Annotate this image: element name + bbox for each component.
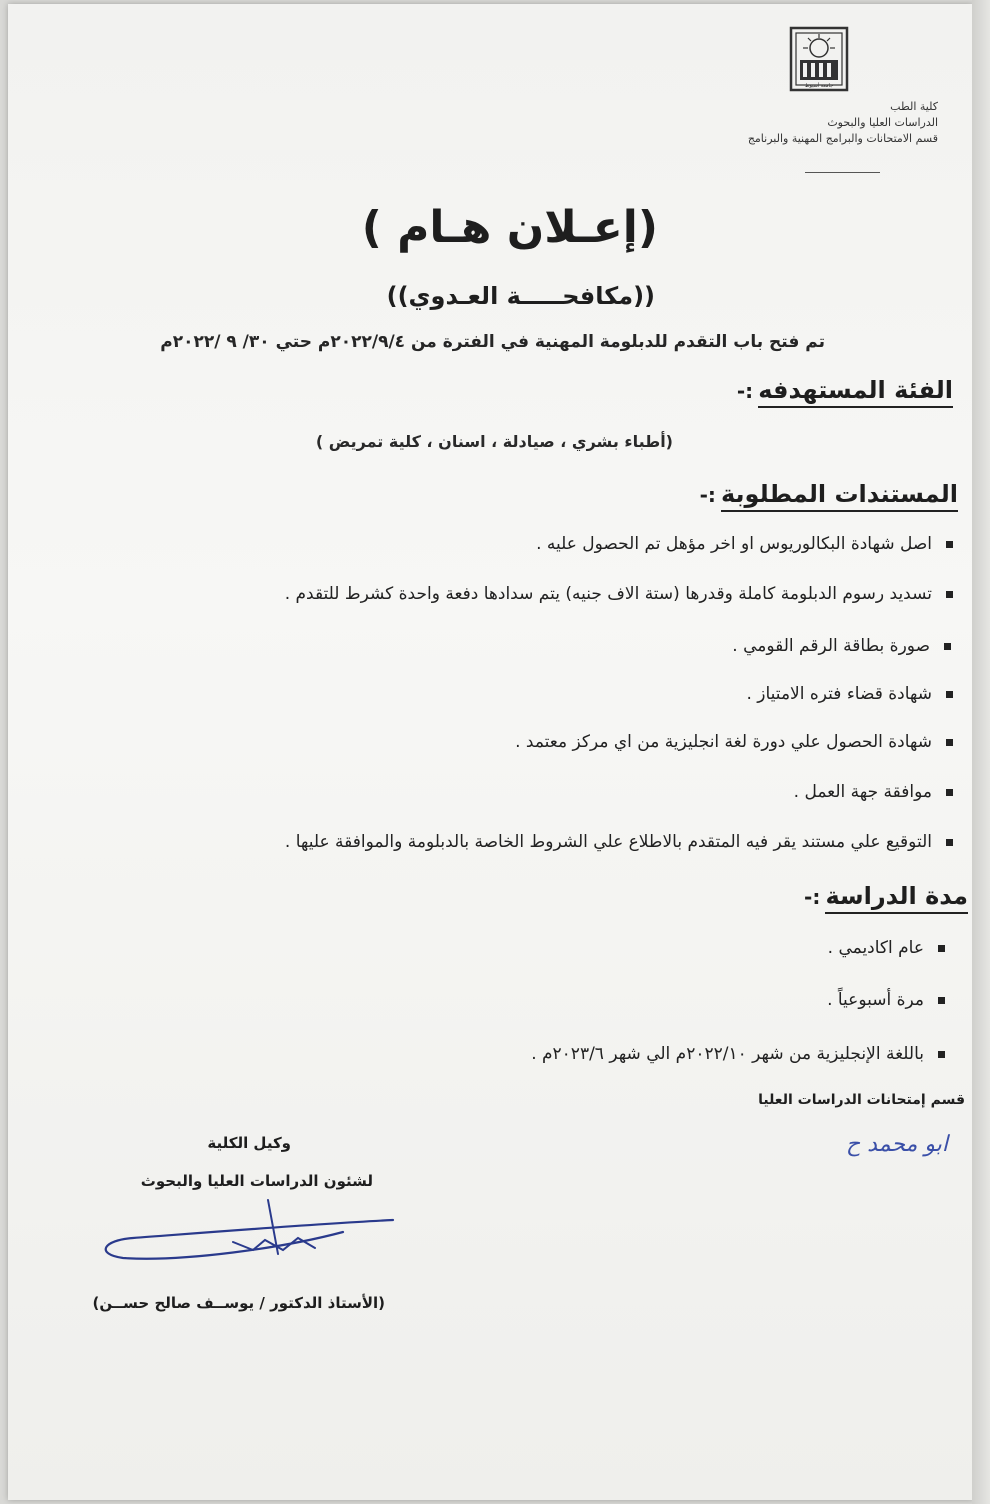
intro-text: تم فتح باب التقدم للدبلومة المهنية في الفترة من ٢٠٢٢/٩/٤م حتي ٣٠/ ٩ /٢٠٢٢م bbox=[160, 332, 825, 352]
department-label: قسم إمتحانات الدراسات العليا bbox=[758, 1092, 965, 1108]
list-item: تسديد رسوم الدبلومة كاملة وقدرها (ستة الاف جنيه) يتم سدادها دفعة واحدة كشرط للتقدم . bbox=[285, 584, 953, 604]
signatory-title: وكيل الكلية bbox=[207, 1134, 291, 1152]
document-page bbox=[8, 4, 973, 1500]
section-heading: الفئة المستهدفه bbox=[758, 376, 953, 408]
section-heading: مدة الدراسة bbox=[825, 882, 968, 914]
bullet-icon bbox=[938, 1051, 945, 1058]
bullet-icon bbox=[944, 643, 951, 650]
target-group-heading-row bbox=[737, 376, 953, 404]
page-title: (إعـلان هـام ) bbox=[361, 202, 658, 253]
signatory-name: (الأستاذ الدكتور / يوســف صالح حســن) bbox=[92, 1294, 385, 1312]
list-item: باللغة الإنجليزية من شهر ٢٠٢٢/١٠م الي شهر ٢٠٢٣/٦م . bbox=[531, 1044, 945, 1064]
bullet-icon bbox=[946, 541, 953, 548]
heading-suffix: :- bbox=[804, 885, 821, 909]
header-line: الدراسات العليا والبحوث bbox=[827, 116, 938, 129]
header-line: كلية الطب bbox=[890, 100, 938, 113]
list-item: مرة أسبوعياً . bbox=[827, 990, 945, 1010]
documents-heading-row bbox=[700, 480, 958, 508]
bullet-icon bbox=[938, 997, 945, 1004]
header-divider bbox=[805, 172, 880, 173]
target-group-list: (أطباء بشري ، صيادلة ، اسنان ، كلية تمريض ) bbox=[315, 432, 673, 451]
vice-dean-signature bbox=[93, 1192, 413, 1272]
svg-text:ابو محمد ح: ابو محمد ح bbox=[845, 1132, 948, 1157]
bullet-icon bbox=[946, 739, 953, 746]
bullet-icon bbox=[946, 591, 953, 598]
heading-suffix: :- bbox=[699, 483, 716, 507]
list-item: موافقة جهة العمل . bbox=[794, 782, 953, 802]
duration-heading-row bbox=[804, 882, 968, 910]
list-item: شهادة الحصول علي دورة لغة انجليزية من اي مركز معتمد . bbox=[515, 732, 953, 752]
page-subtitle: ((مكافحـــــة العـدوي)) bbox=[386, 282, 655, 310]
header-line: قسم الامتحانات والبرامج المهنية والبرنامج bbox=[747, 132, 938, 145]
page-edge bbox=[972, 0, 990, 1504]
university-logo bbox=[788, 24, 850, 94]
list-item: التوقيع علي مستند يقر فيه المتقدم بالاطلاع علي الشروط الخاصة بالدبلومة والموافقة عليها . bbox=[285, 832, 953, 852]
bullet-icon bbox=[946, 789, 953, 796]
list-item: شهادة قضاء فتره الامتياز . bbox=[746, 684, 953, 704]
list-item: عام اكاديمي . bbox=[828, 938, 945, 958]
logo-text: جامعة أسيوط bbox=[804, 83, 834, 89]
heading-suffix: :- bbox=[736, 379, 754, 403]
bullet-icon bbox=[938, 945, 945, 952]
bullet-icon bbox=[946, 839, 953, 846]
bullet-icon bbox=[946, 691, 953, 698]
signatory-department: لشئون الدراسات العليا والبحوث bbox=[140, 1172, 373, 1190]
list-item: صورة بطاقة الرقم القومي . bbox=[732, 636, 951, 656]
department-handwritten-signature bbox=[813, 1119, 953, 1164]
section-heading: المستندات المطلوبة bbox=[721, 480, 958, 512]
list-item: اصل شهادة البكالوريوس او اخر مؤهل تم الحصول عليه . bbox=[536, 534, 953, 554]
header-block bbox=[748, 99, 938, 147]
